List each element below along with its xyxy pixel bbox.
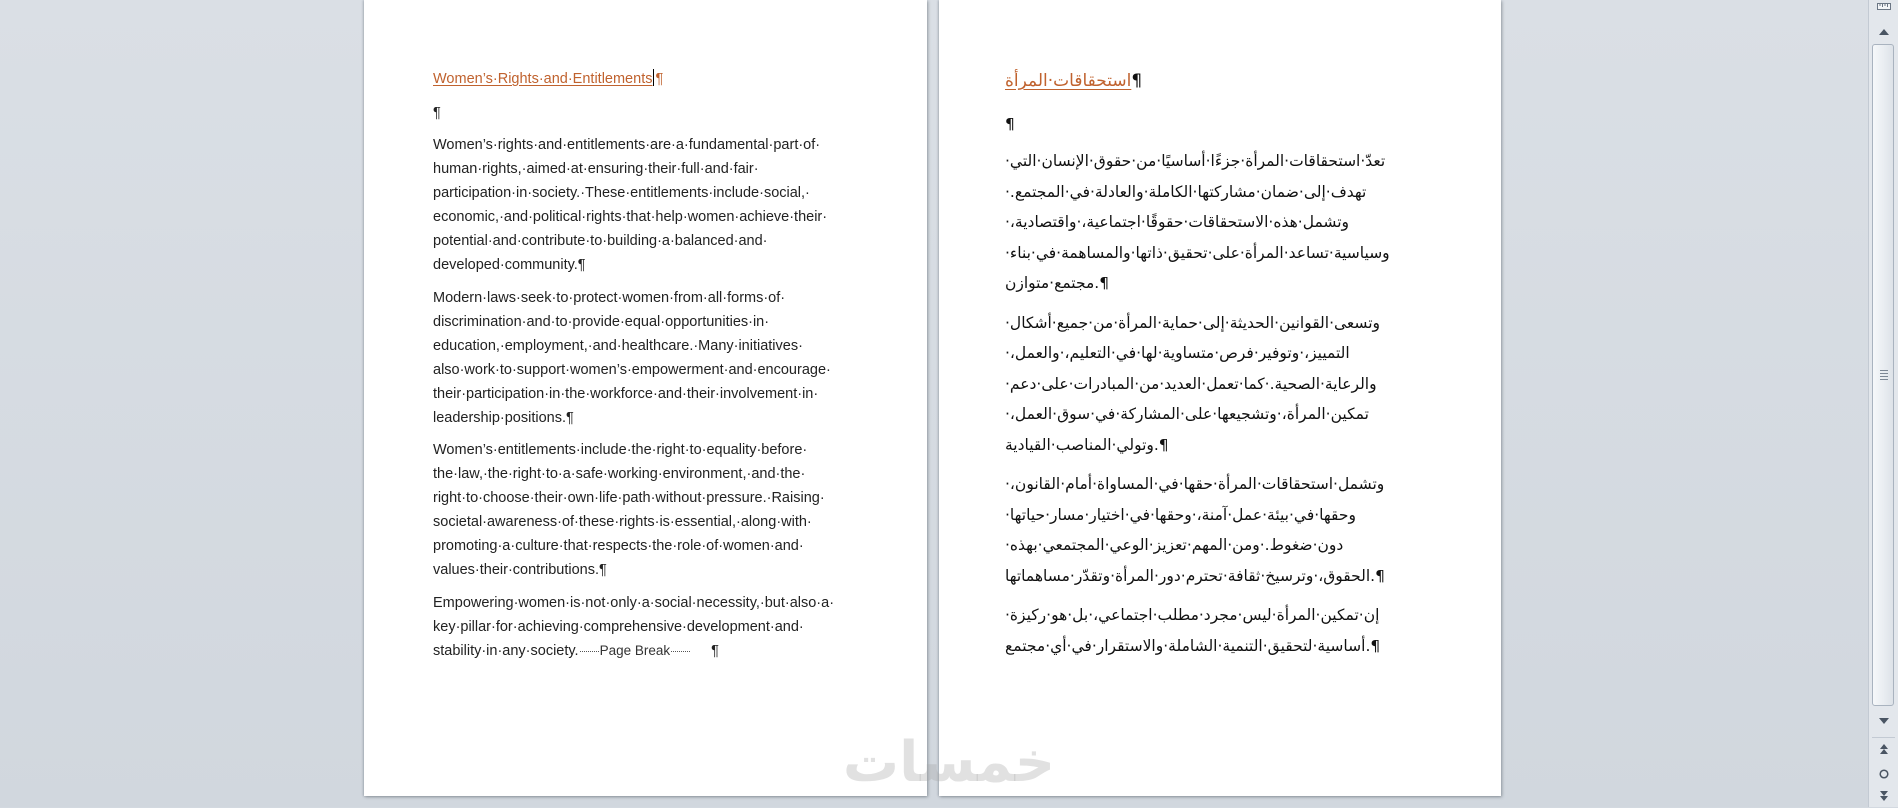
next-page-button[interactable] [1871, 789, 1896, 807]
page-break-line[interactable] [433, 639, 913, 663]
paragraph-line[interactable]: مجتمع·متوازن.¶ [1005, 274, 1110, 292]
paragraph-line[interactable]: economic,·and·political·rights·that·help·women·achieve·their· [433, 209, 828, 225]
paragraph-line[interactable]: societal·awareness·of·these·rights·is·essential,·along·with· [433, 514, 812, 530]
double-chevron-down-icon [1878, 789, 1890, 808]
paragraph-line[interactable]: the·law,·the·right·to·a·safe·working·environment,·and·the· [433, 466, 806, 482]
arabic-paragraph-2[interactable] [1005, 308, 1491, 461]
paragraph-line[interactable]: participation·in·society.·These·entitlements·include·social,· [433, 185, 810, 201]
paragraph-line[interactable]: potential·and·contribute·to·building·a·balanced·and· [433, 233, 768, 249]
paragraph-line[interactable]: values·their·contributions.¶ [433, 562, 607, 578]
page-body-english [433, 67, 913, 671]
paragraph-line[interactable]: Women’s·entitlements·include·the·right·to·equality·before· [433, 442, 808, 458]
paragraph-3[interactable] [433, 438, 913, 582]
paragraph-line[interactable]: وسياسية·تساعد·المرأة·على·تحقيق·ذاتها·والمساهمة·في·بناء· [1005, 243, 1390, 262]
thumb-grip-line [1880, 373, 1888, 374]
paragraph-line[interactable]: promoting·a·culture·that·respects·the·role·of·women·and· [433, 538, 804, 554]
paragraph-line[interactable]: تهدف·إلى·ضمان·مشاركتها·الكاملة·والعادلة·في·المجتمع.· [1005, 182, 1367, 201]
thumb-grip-line [1880, 379, 1888, 380]
paragraph-line[interactable]: وتشمل·هذه·الاستحقاقات·حقوقًا·اجتماعية،·واقتصادية،· [1005, 213, 1350, 231]
title-paragraph[interactable] [433, 67, 913, 91]
paragraph-line[interactable]: تمكين·المرأة،·وتشجيعها·على·المشاركة·في·سوق·العمل،· [1005, 405, 1369, 423]
paragraph-line[interactable]: their·participation·in·the·workforce·and·their·involvement·in· [433, 385, 819, 402]
page-break-label: Page Break [599, 642, 671, 658]
empty-paragraph[interactable] [1005, 109, 1491, 140]
paragraph-line[interactable]: education,·employment,·and·healthcare.·Many·initiatives· [433, 337, 803, 354]
paragraph-4[interactable] [433, 591, 913, 663]
paragraph-line[interactable]: وتولي·المناصب·القيادية.¶ [1005, 435, 1169, 454]
paragraph-line[interactable]: وتشمل·استحقاقات·المرأة·حقها·في·المساواة·أمام·القانون،· [1005, 475, 1385, 493]
scroll-up-button[interactable] [1871, 22, 1896, 44]
view-ruler-button[interactable] [1871, 0, 1896, 16]
paragraph-line[interactable]: also·work·to·support·women’s·empowerment·and·encourage· [433, 361, 831, 378]
empty-paragraph[interactable] [433, 101, 913, 125]
vertical-scrollbar[interactable] [1868, 0, 1898, 807]
ruler-icon [1877, 0, 1891, 17]
paragraph-line[interactable]: والرعاية·الصحية.·كما·تعمل·العديد·من·المبادرات·على·دعم· [1005, 374, 1377, 393]
document-title[interactable]: Women’s·Rights·and·Entitlements [433, 71, 653, 87]
chevron-down-icon [1877, 713, 1891, 731]
paragraph-line[interactable]: developed·community.¶ [433, 257, 586, 273]
paragraph-line[interactable]: تعدّ·استحقاقات·المرأة·جزءًا·أساسيًا·من·حقوق·الإنسان·التي· [1005, 152, 1386, 170]
scrollbar-thumb[interactable] [1872, 44, 1894, 706]
paragraph-line[interactable]: وحقها·في·بيئة·عمل·آمنة،·وحقها·في·اختيار·مسار·حياتها· [1005, 505, 1356, 524]
arabic-title-paragraph[interactable] [1005, 66, 1491, 96]
watermark-logo: خمسات [842, 730, 1056, 795]
paragraph-line[interactable]: إن·تمكين·المرأة·ليس·مجرد·مطلب·اجتماعي،·بل·هو·ركيزة· [1005, 606, 1380, 624]
paragraph-line[interactable]: leadership·positions.¶ [433, 409, 574, 426]
chevron-up-icon [1877, 24, 1891, 42]
paragraph-1[interactable] [433, 133, 913, 277]
arabic-paragraph-1[interactable] [1005, 146, 1491, 299]
arabic-document-title[interactable]: استحقاقات·المرأة [1005, 71, 1132, 91]
scrollbar-separator [1872, 737, 1895, 738]
paragraph-mark: ¶ [1131, 71, 1143, 91]
paragraph-line[interactable]: وتسعى·القوانين·الحديثة·إلى·حماية·المرأة·من·جميع·أشكال· [1005, 313, 1381, 332]
double-chevron-up-icon [1878, 742, 1890, 761]
paragraph-line[interactable]: Empowering·women·is·not·only·a·social·necessity,·but·also·a· [433, 594, 835, 611]
paragraph-line[interactable]: أساسية·لتحقيق·التنمية·الشاملة·والاستقرار·في·أي·مجتمع.¶ [1005, 636, 1381, 655]
paragraph-line[interactable]: right·to·choose·their·own·life·path·without·pressure.·Raising· [433, 490, 825, 506]
document-page-arabic[interactable] [939, 0, 1501, 796]
paragraph-mark: ¶ [655, 71, 664, 87]
paragraph-line[interactable]: Modern·laws·seek·to·protect·women·from·all·forms·of· [433, 289, 786, 306]
circle-icon [1878, 767, 1890, 785]
paragraph-mark: ¶ [711, 642, 719, 659]
select-browse-object-button[interactable] [1871, 765, 1896, 787]
paragraph-line[interactable]: التمييز،·وتوفير·فرص·متساوية·لها·في·التعليم،·والعمل،· [1005, 344, 1350, 362]
arabic-paragraph-4[interactable] [1005, 600, 1491, 661]
arabic-paragraph-3[interactable] [1005, 469, 1491, 591]
scroll-down-button[interactable] [1871, 710, 1896, 734]
paragraph-line[interactable]: دون·ضغوط.·ومن·المهم·تعزيز·الوعي·المجتمعي·بهذه· [1005, 536, 1344, 554]
page-body-arabic [1005, 66, 1491, 670]
paragraph-line[interactable]: الحقوق،·وترسيخ·ثقافة·تحترم·دور·المرأة·وتقدّر·مساهماتها.¶ [1005, 566, 1385, 585]
thumb-grip-line [1880, 376, 1888, 377]
previous-page-button[interactable] [1871, 740, 1896, 762]
paragraph-mark: ¶ [1005, 115, 1015, 133]
paragraph-2[interactable] [433, 286, 913, 430]
paragraph-line[interactable]: discrimination·and·to·provide·equal·opportunities·in· [433, 313, 770, 330]
page-break-leader [580, 644, 599, 652]
paragraph-line-text[interactable]: stability·in·any·society. [433, 642, 579, 659]
thumb-grip-line [1880, 370, 1888, 371]
paragraph-line[interactable]: Women’s·rights·and·entitlements·are·a·fundamental·part·of· [433, 137, 821, 153]
paragraph-line[interactable]: key·pillar·for·achieving·comprehensive·development·and· [433, 618, 804, 635]
paragraph-mark: ¶ [433, 105, 441, 121]
document-page-english[interactable] [364, 0, 927, 796]
page-break-leader [671, 644, 690, 652]
paragraph-line[interactable]: human·rights,·aimed·at·ensuring·their·full·and·fair· [433, 161, 759, 177]
